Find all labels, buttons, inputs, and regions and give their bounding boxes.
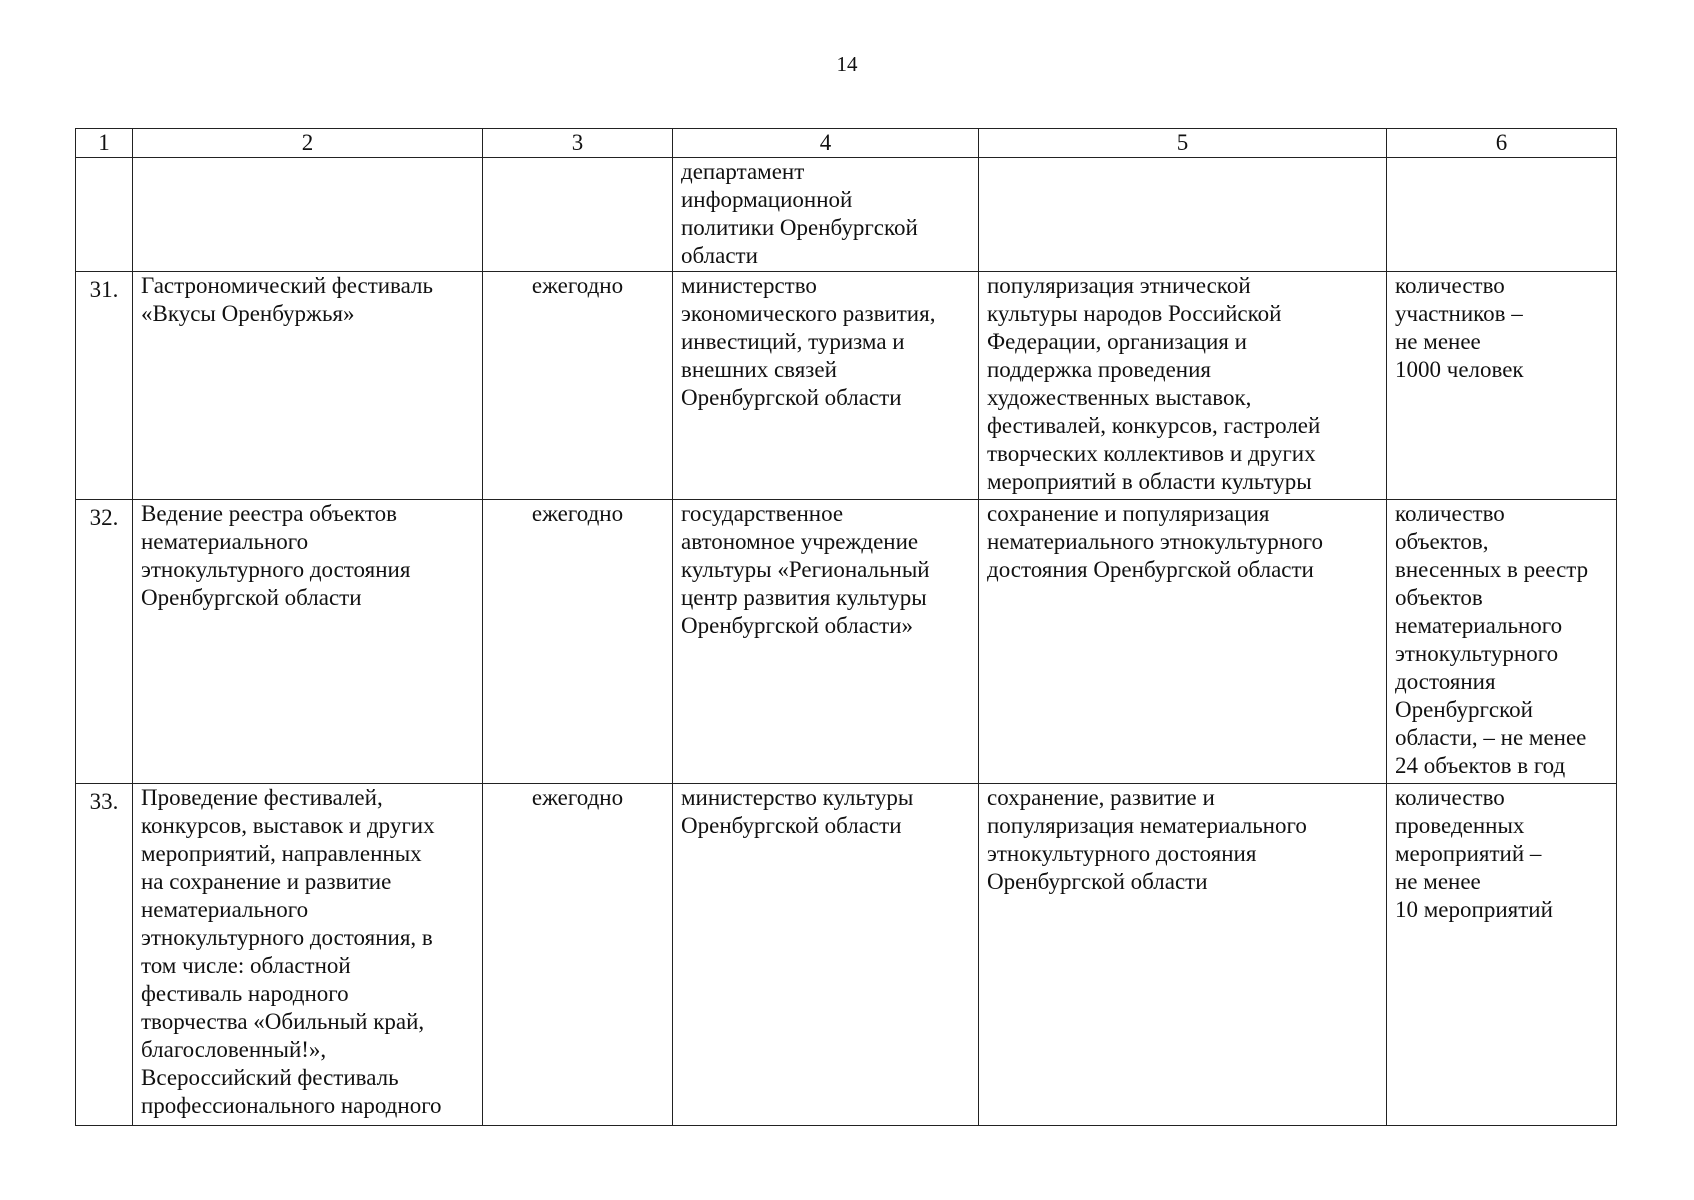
goal-cell (979, 158, 1387, 272)
event-cell: Проведение фестивалей, конкурсов, выставок и других мероприятий, направленных на сохранение и развитие нематериального этнокультурного достояния, в том числе: областной фестиваль народного творчества «Обильный край, благословенный!», Всероссийский фестиваль профессионального народного (133, 784, 483, 1126)
goal-cell: сохранение, развитие и популяризация нематериального этнокультурного достояния Оренбургской области (979, 784, 1387, 1126)
column-header-3: 3 (483, 129, 673, 158)
table-row (76, 272, 1617, 500)
table-row (76, 784, 1617, 1126)
row-number (76, 158, 133, 272)
table-row (76, 158, 1617, 272)
page-number: 14 (836, 52, 858, 76)
table-header-row (76, 129, 1617, 158)
indicator-cell: количество проведенных мероприятий – не менее 10 мероприятий (1387, 784, 1617, 1126)
column-header-2: 2 (133, 129, 483, 158)
event-cell: Ведение реестра объектов нематериального этнокультурного достояния Оренбургской области (133, 500, 483, 784)
indicator-cell: количество объектов, внесенных в реестр объектов нематериального этнокультурного достояния Оренбургской области, – не менее 24 объектов в год (1387, 500, 1617, 784)
column-header-6: 6 (1387, 129, 1617, 158)
event-cell (133, 158, 483, 272)
period-cell: ежегодно (483, 272, 673, 500)
goal-cell: популяризация этнической культуры народов Российской Федерации, организация и поддержка проведения художественных выставок, фестивалей, конкурсов, гастролей творческих коллективов и других мероприятий в области культуры (979, 272, 1387, 500)
executor-cell: государственное автономное учреждение культуры «Региональный центр развития культуры Оренбургской области» (673, 500, 979, 784)
column-header-4: 4 (673, 129, 979, 158)
period-cell: ежегодно (483, 500, 673, 784)
events-table (75, 128, 1617, 1126)
indicator-cell: количество участников – не менее 1000 человек (1387, 272, 1617, 500)
event-cell: Гастрономический фестиваль «Вкусы Оренбуржья» (133, 272, 483, 500)
table-row (76, 500, 1617, 784)
period-cell: ежегодно (483, 784, 673, 1126)
goal-cell: сохранение и популяризация нематериального этнокультурного достояния Оренбургской области (979, 500, 1387, 784)
executor-cell: министерство культуры Оренбургской области (673, 784, 979, 1126)
row-number: 32. (76, 500, 133, 784)
row-number: 31. (76, 272, 133, 500)
indicator-cell (1387, 158, 1617, 272)
period-cell (483, 158, 673, 272)
executor-cell: министерство экономического развития, инвестиций, туризма и внешних связей Оренбургской области (673, 272, 979, 500)
row-number: 33. (76, 784, 133, 1126)
column-header-1: 1 (76, 129, 133, 158)
executor-cell: департамент информационной политики Оренбургской области (673, 158, 979, 272)
column-header-5: 5 (979, 129, 1387, 158)
